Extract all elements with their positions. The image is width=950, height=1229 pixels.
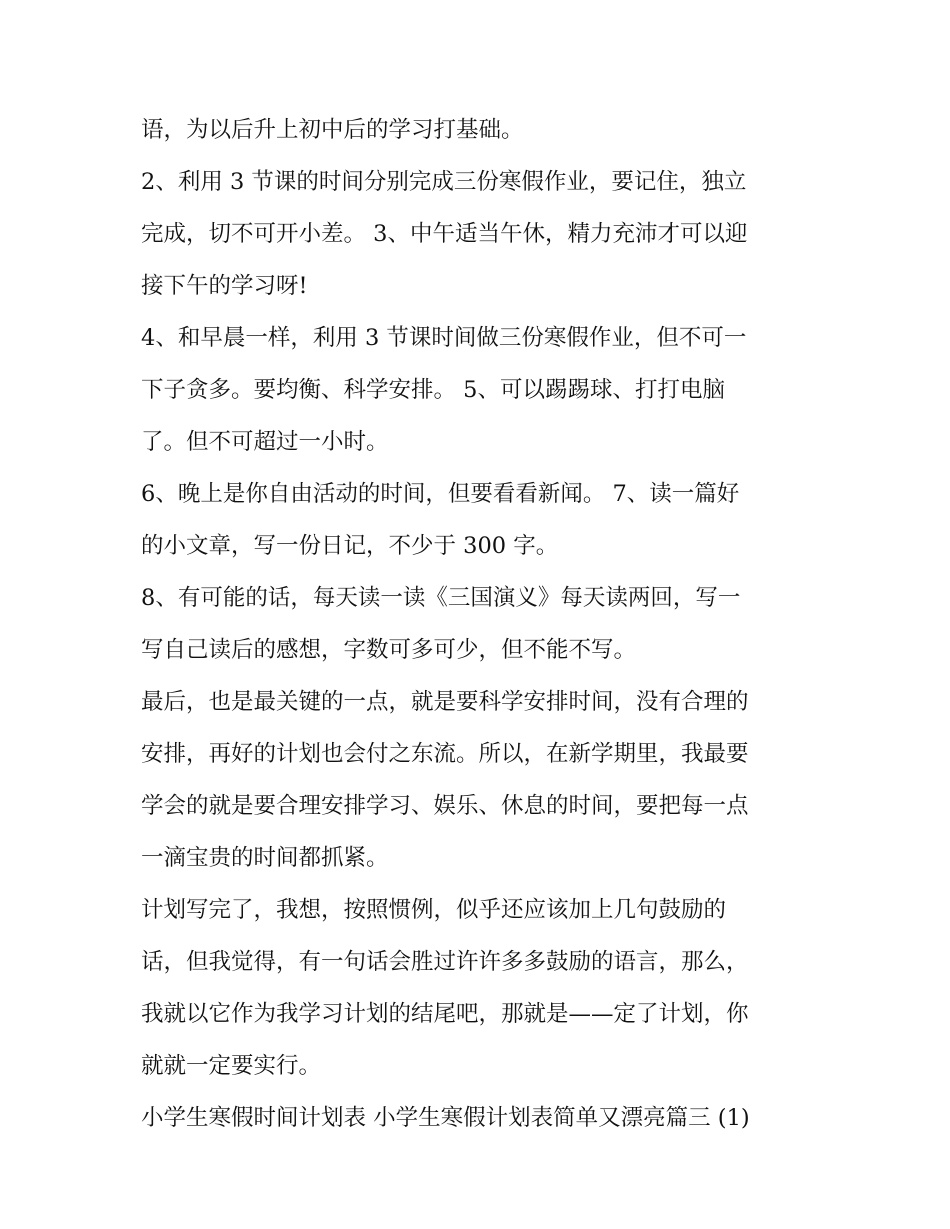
text-line: 就就一定要实行。 bbox=[141, 1053, 322, 1079]
text-line: 完成，切不可开小差。 3、中午适当午休，精力充沛才可以迎 bbox=[141, 221, 748, 247]
text-line: 接下午的学习呀! bbox=[141, 273, 308, 299]
text-line: 了。但不可超过一小时。 bbox=[141, 429, 389, 455]
text-line: 学会的就是要合理安排学习、娱乐、休息的时间，要把每一点 bbox=[141, 793, 749, 819]
text-line: 的小文章，写一份日记，不少于 300 字。 bbox=[141, 533, 559, 559]
document-body bbox=[141, 104, 821, 1144]
text-line: 语，为以后升上初中后的学习打基础。 bbox=[141, 117, 524, 143]
text-line: 下子贪多。要均衡、科学安排。 5、可以踢踢球、打打电脑 bbox=[141, 377, 725, 403]
text-line: 计划写完了，我想，按照惯例，似乎还应该加上几句鼓励的 bbox=[141, 897, 727, 923]
section-heading-line: 小学生寒假时间计划表 小学生寒假计划表简单又漂亮篇三 (1) bbox=[141, 1105, 750, 1131]
text-line: 话，但我觉得，有一句话会胜过许许多多鼓励的语言，那么， bbox=[141, 949, 749, 975]
text-line: 最后，也是最关键的一点，就是要科学安排时间，没有合理的 bbox=[141, 689, 749, 715]
text-line: 写自己读后的感想，字数可多可少，但不能不写。 bbox=[141, 637, 637, 663]
text-line: 2、利用 3 节课的时间分别完成三份寒假作业，要记住，独立 bbox=[141, 169, 747, 195]
text-line: 4、和早晨一样，利用 3 节课时间做三份寒假作业，但不可一 bbox=[141, 325, 747, 351]
text-line: 安排，再好的计划也会付之东流。所以，在新学期里，我最要 bbox=[141, 741, 749, 767]
text-line: 8、有可能的话，每天读一读《三国演义》每天读两回，写一 bbox=[141, 585, 741, 611]
text-line: 一滴宝贵的时间都抓紧。 bbox=[141, 845, 389, 871]
text-line: 6、晚上是你自由活动的时间，但要看看新闻。 7、读一篇好 bbox=[141, 481, 740, 507]
text-line: 我就以它作为我学习计划的结尾吧，那就是——定了计划，你 bbox=[141, 1001, 749, 1027]
